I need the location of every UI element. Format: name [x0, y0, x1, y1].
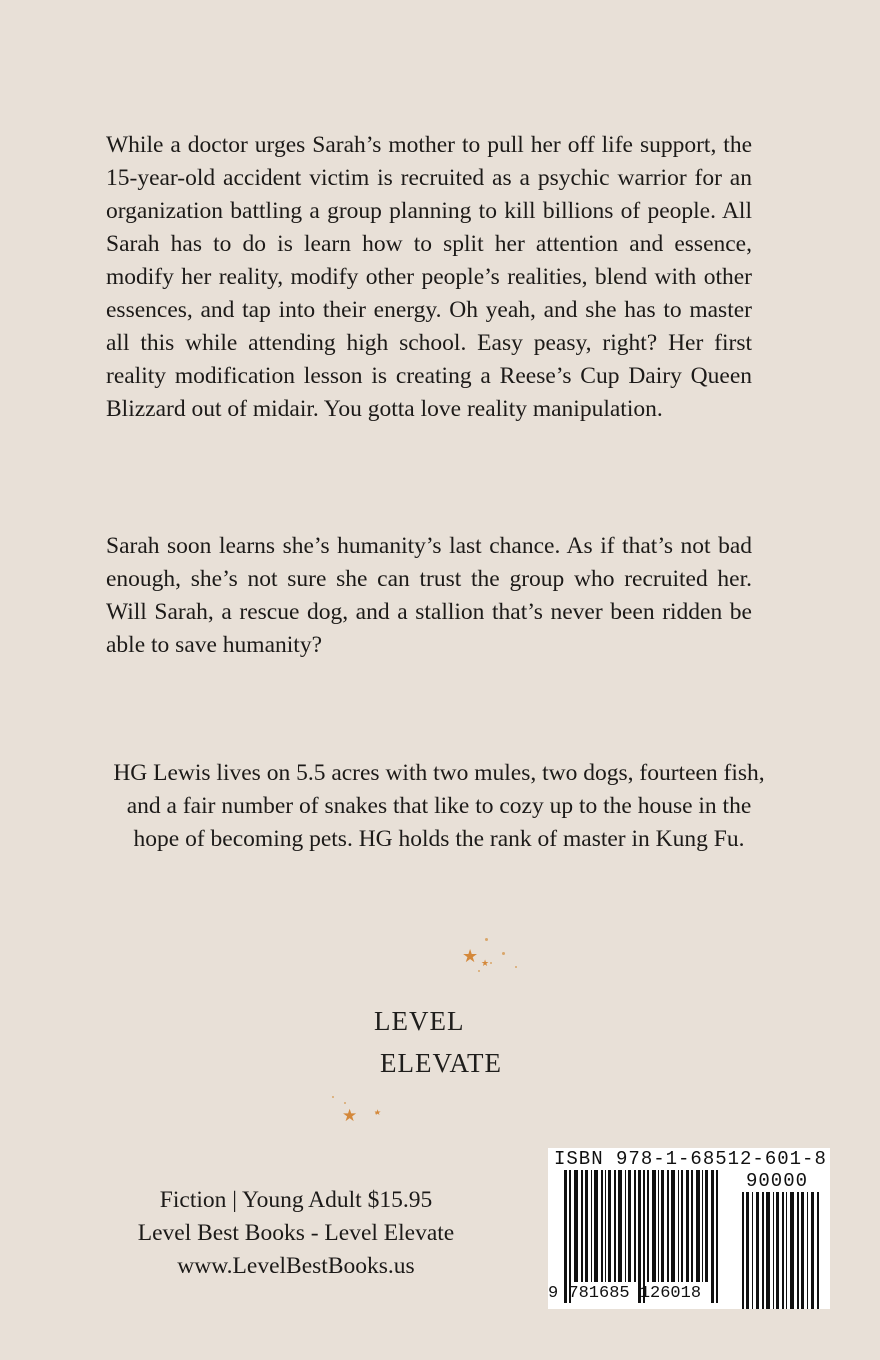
publisher-line: Level Best Books - Level Elevate	[137, 1220, 455, 1246]
star-icon: ★	[462, 946, 479, 966]
ean-digits: 9 781685 126018	[548, 1284, 702, 1303]
star-icon: ★	[342, 1106, 358, 1125]
author-bio: HG Lewis lives on 5.5 acres with two mules, two dogs, fourteen fish, and a fair number of snakes that like to cozy up to the house in the hope of becoming pets. HG holds the rank of master in Kung Fu.	[113, 760, 765, 852]
isbn-label: ISBN 978-1-68512-601-8	[554, 1148, 827, 1170]
book-meta	[100, 1184, 492, 1283]
logo-line-2: ELEVATE	[380, 1048, 502, 1078]
logo-line-1: LEVEL	[374, 1006, 465, 1036]
category-price: Fiction | Young Adult $15.95	[159, 1187, 433, 1213]
star-icon: ★	[374, 1108, 382, 1117]
blurb-paragraph-2: Sarah soon learns she’s humanity’s last chance. As if that’s not bad enough, she’s not sure she can trust the group who recruited her. Will Sarah, a rescue dog, and a stallion that’s never been ridden be able to save humanity?	[106, 533, 752, 658]
publisher-logo	[320, 930, 540, 1140]
price-addon-code: 90000	[746, 1170, 809, 1192]
website: www.LevelBestBooks.us	[177, 1253, 415, 1279]
blurb-paragraph-1: While a doctor urges Sarah’s mother to pull her off life support, the 15-year-old accident victim is recruited as a psychic warrior for an organization battling a group planning to kill billions of people. All Sarah has to do is learn how to split her attention and essence, modify her reality, modify other people’s realities, blend with other essences, and tap into their energy. Oh yeah, and she has to master all this while attending high school. Easy peasy, right? Her first reality modification lesson is creating a Reese’s Cup Dairy Queen Blizzard out of midair. You gotta love reality manipulation.	[106, 132, 752, 422]
star-icon: ★	[481, 958, 490, 968]
isbn-barcode	[548, 1148, 830, 1309]
